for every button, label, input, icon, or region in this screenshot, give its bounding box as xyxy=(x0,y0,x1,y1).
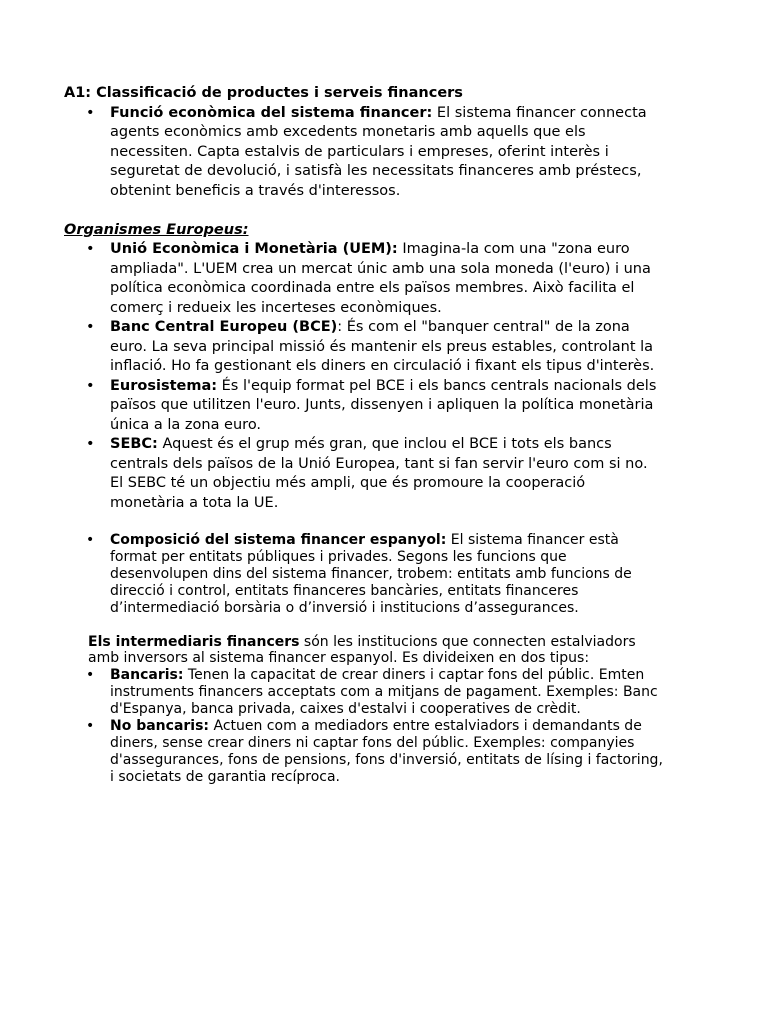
item-term: Unió Econòmica i Monetària (UEM): xyxy=(110,241,398,257)
bullet-icon: • xyxy=(86,436,95,452)
bullet-icon: • xyxy=(86,718,95,735)
para-text: són les institucions que connecten estalviadors amb inversors al sistema financer espanyol. Es divideixen en dos tipus: xyxy=(88,633,636,667)
intro-list xyxy=(64,104,664,202)
list-item xyxy=(64,104,664,202)
item-text: El sistema financer està format per entitats públiques i privades. Segons les funcions que desenvolupen dins del sistema financer, trobem: entitats amb funcions de direcció i control, entitats financeres bancàries, entitats financeres d’intermediació borsària o d’inversió i institucions d’assegurances. xyxy=(110,532,632,616)
bullet-icon: • xyxy=(86,377,95,394)
para-term: Els intermediaris financers xyxy=(88,633,300,650)
item-text: És l'equip format pel BCE i els bancs centrals nacionals dels països que utilitzen l'euro. Junts, dissenyen i apliquen la política monetària única a la zona euro. xyxy=(110,377,657,433)
bullet-icon: • xyxy=(86,319,95,335)
item-term: Banc Central Europeu (BCE) xyxy=(110,319,338,335)
page-title: A1: Classificació de productes i serveis financers xyxy=(64,85,463,101)
item-text: Actuen com a mediadors entre estalviadors i demandants de diners, sense crear diners ni captar fons del públic. Exemples: companyies d'assegurances, fons de pensions, fons d'inversió, entitats de lísing i factoring, i societats de garantia recíproca. xyxy=(110,718,663,785)
item-text: El sistema financer connecta agents econòmics amb excedents monetaris amb aquells que els necessiten. Capta estalvis de particulars i empreses, oferint interès i seguretat de devolució, i satisfà les necessitats financeres amb préstecs, obtenint beneficis a través d'interessos. xyxy=(110,104,647,199)
item-term: Funció econòmica del sistema financer: xyxy=(110,104,433,121)
list-item xyxy=(64,667,664,718)
document-page xyxy=(64,84,664,786)
list-item xyxy=(64,240,664,318)
item-term: Composició del sistema financer espanyol: xyxy=(110,532,447,548)
item-term: No bancaris: xyxy=(110,718,210,735)
organismes-list xyxy=(64,240,664,513)
list-item xyxy=(64,377,664,436)
bullet-icon: • xyxy=(86,241,95,257)
list-item xyxy=(64,718,664,786)
composicio-list xyxy=(64,532,664,617)
item-term: Bancaris: xyxy=(110,667,184,684)
intermediaris-paragraph xyxy=(64,634,664,668)
bullet-icon: • xyxy=(86,532,95,548)
bullet-icon: • xyxy=(86,104,95,121)
list-item xyxy=(64,318,664,377)
list-item xyxy=(64,435,664,513)
section-heading-organismes: Organismes Europeus: xyxy=(64,221,249,238)
spacer xyxy=(64,513,664,532)
item-text: : És com el "banquer central" de la zona euro. La seva principal missió és mantenir els preus estables, controlant la inflació. Ho fa gestionant els diners en circulació i fixant els tipus d'interès. xyxy=(110,319,655,374)
bullet-icon: • xyxy=(86,667,95,684)
item-text: Imagina-la com una "zona euro ampliada". L'UEM crea un mercat únic amb una sola moneda (l'euro) i una política econòmica coordinada entre els països membres. Això facilita el comerç i redueix les incerteses econòmiques. xyxy=(110,241,651,316)
item-text: Aquest és el grup més gran, que inclou el BCE i tots els bancs centrals dels països de la Unió Europea, tant si fan servir l'euro com si no. El SEBC té un objectiu més ampli, que és promoure la cooperació monetària a tota la UE. xyxy=(110,436,648,511)
item-text: Tenen la capacitat de crear diners i captar fons del públic. Emten instruments financers acceptats com a mitjans de pagament. Exemples: Banc d'Espanya, banca privada, caixes d'estalvi i cooperatives de crèdit. xyxy=(110,667,658,718)
list-item xyxy=(64,532,664,617)
item-term: Eurosistema: xyxy=(110,377,218,394)
intermediaris-list xyxy=(64,667,664,785)
item-term: SEBC: xyxy=(110,436,158,452)
